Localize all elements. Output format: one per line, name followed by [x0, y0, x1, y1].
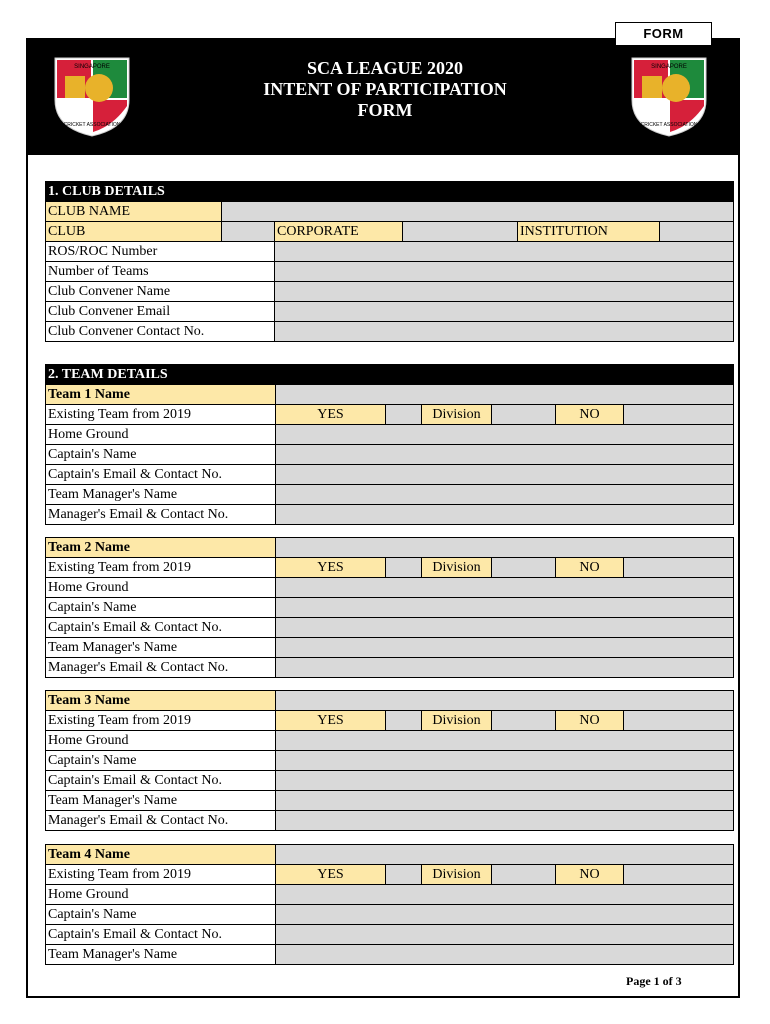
manager-name-label: Team Manager's Name: [46, 791, 276, 811]
sca-logo-right: [628, 54, 710, 138]
division-field[interactable]: [492, 711, 556, 731]
captain-email-label: Captain's Email & Contact No.: [46, 925, 276, 945]
club-checkbox[interactable]: [222, 222, 275, 242]
title-line-3: FORM: [357, 100, 413, 120]
team-2-table: [45, 537, 734, 678]
convener-email-label: Club Convener Email: [46, 302, 275, 322]
manager-name-field[interactable]: [276, 945, 734, 965]
captain-email-field[interactable]: [276, 618, 734, 638]
no-checkbox[interactable]: [624, 558, 734, 578]
team-name-label: Team 4 Name: [46, 845, 276, 865]
team-name-label: Team 1 Name: [46, 385, 276, 405]
manager-name-label: Team Manager's Name: [46, 638, 276, 658]
logo-text-bottom: CRICKET ASSOCIATION: [640, 122, 698, 128]
team-name-field[interactable]: [276, 538, 734, 558]
form-tag: FORM: [615, 22, 712, 46]
division-label: Division: [422, 711, 492, 731]
institution-checkbox[interactable]: [660, 222, 734, 242]
team-name-field[interactable]: [276, 691, 734, 711]
existing-label: Existing Team from 2019: [46, 405, 276, 425]
no-checkbox[interactable]: [624, 711, 734, 731]
existing-label: Existing Team from 2019: [46, 711, 276, 731]
yes-checkbox[interactable]: [386, 558, 422, 578]
home-ground-label: Home Ground: [46, 425, 276, 445]
manager-name-field[interactable]: [276, 638, 734, 658]
manager-email-label: Manager's Email & Contact No.: [46, 505, 276, 525]
team-4-table: [45, 844, 734, 965]
team-name-field[interactable]: [276, 385, 734, 405]
title-line-1: SCA LEAGUE 2020: [306, 58, 464, 78]
division-field[interactable]: [492, 558, 556, 578]
home-ground-label: Home Ground: [46, 885, 276, 905]
no-checkbox[interactable]: [624, 865, 734, 885]
club-name-field[interactable]: [222, 202, 734, 222]
corporate-label: CORPORATE: [275, 222, 403, 242]
home-ground-field[interactable]: [276, 731, 734, 751]
page-number: Page 1 of 3: [626, 974, 682, 988]
division-label: Division: [422, 865, 492, 885]
no-label: NO: [556, 405, 624, 425]
captain-name-field[interactable]: [276, 751, 734, 771]
manager-name-field[interactable]: [276, 485, 734, 505]
logo-text-top: SINGAPORE: [74, 64, 110, 70]
yes-label: YES: [276, 558, 386, 578]
yes-checkbox[interactable]: [386, 405, 422, 425]
captain-email-label: Captain's Email & Contact No.: [46, 771, 276, 791]
club-name-label: CLUB NAME: [46, 202, 222, 222]
institution-label: INSTITUTION: [518, 222, 660, 242]
manager-email-field[interactable]: [276, 505, 734, 525]
logo-text-top: SINGAPORE: [651, 64, 687, 70]
yes-checkbox[interactable]: [386, 711, 422, 731]
captain-name-label: Captain's Name: [46, 905, 276, 925]
captain-name-field[interactable]: [276, 598, 734, 618]
no-label: NO: [556, 865, 624, 885]
manager-name-label: Team Manager's Name: [46, 485, 276, 505]
convener-contact-field[interactable]: [275, 322, 734, 342]
manager-email-label: Manager's Email & Contact No.: [46, 658, 276, 678]
yes-checkbox[interactable]: [386, 865, 422, 885]
yes-label: YES: [276, 405, 386, 425]
existing-label: Existing Team from 2019: [46, 558, 276, 578]
manager-email-field[interactable]: [276, 658, 734, 678]
no-label: NO: [556, 711, 624, 731]
no-label: NO: [556, 558, 624, 578]
captain-name-field[interactable]: [276, 445, 734, 465]
convener-contact-label: Club Convener Contact No.: [46, 322, 275, 342]
num-teams-field[interactable]: [275, 262, 734, 282]
manager-name-label: Team Manager's Name: [46, 945, 276, 965]
manager-name-field[interactable]: [276, 791, 734, 811]
division-field[interactable]: [492, 865, 556, 885]
captain-email-label: Captain's Email & Contact No.: [46, 618, 276, 638]
convener-name-label: Club Convener Name: [46, 282, 275, 302]
team-name-label: Team 3 Name: [46, 691, 276, 711]
division-label: Division: [422, 558, 492, 578]
captain-email-field[interactable]: [276, 771, 734, 791]
title-line-2: INTENT OF PARTICIPATION: [263, 79, 507, 99]
no-checkbox[interactable]: [624, 405, 734, 425]
home-ground-field[interactable]: [276, 885, 734, 905]
form-title: [180, 58, 590, 121]
captain-email-label: Captain's Email & Contact No.: [46, 465, 276, 485]
captain-email-field[interactable]: [276, 925, 734, 945]
num-teams-label: Number of Teams: [46, 262, 275, 282]
logo-text-bottom: CRICKET ASSOCIATION: [63, 122, 121, 128]
convener-email-field[interactable]: [275, 302, 734, 322]
division-label: Division: [422, 405, 492, 425]
captain-name-label: Captain's Name: [46, 598, 276, 618]
home-ground-label: Home Ground: [46, 731, 276, 751]
convener-name-field[interactable]: [275, 282, 734, 302]
ros-roc-field[interactable]: [275, 242, 734, 262]
section-heading: 2. TEAM DETAILS: [46, 365, 734, 385]
team-name-field[interactable]: [276, 845, 734, 865]
section-heading: 1. CLUB DETAILS: [46, 182, 734, 202]
club-details-table: [45, 181, 734, 342]
manager-email-label: Manager's Email & Contact No.: [46, 811, 276, 831]
manager-email-field[interactable]: [276, 811, 734, 831]
home-ground-label: Home Ground: [46, 578, 276, 598]
sca-logo-left: [51, 54, 133, 138]
ros-roc-label: ROS/ROC Number: [46, 242, 275, 262]
home-ground-field[interactable]: [276, 578, 734, 598]
team-name-label: Team 2 Name: [46, 538, 276, 558]
division-field[interactable]: [492, 405, 556, 425]
corporate-checkbox[interactable]: [403, 222, 518, 242]
club-label: CLUB: [46, 222, 222, 242]
home-ground-field[interactable]: [276, 425, 734, 445]
team-3-table: [45, 690, 734, 831]
captain-name-field[interactable]: [276, 905, 734, 925]
yes-label: YES: [276, 865, 386, 885]
captain-name-label: Captain's Name: [46, 445, 276, 465]
captain-name-label: Captain's Name: [46, 751, 276, 771]
captain-email-field[interactable]: [276, 465, 734, 485]
yes-label: YES: [276, 711, 386, 731]
existing-label: Existing Team from 2019: [46, 865, 276, 885]
team-1-table: [45, 364, 734, 525]
